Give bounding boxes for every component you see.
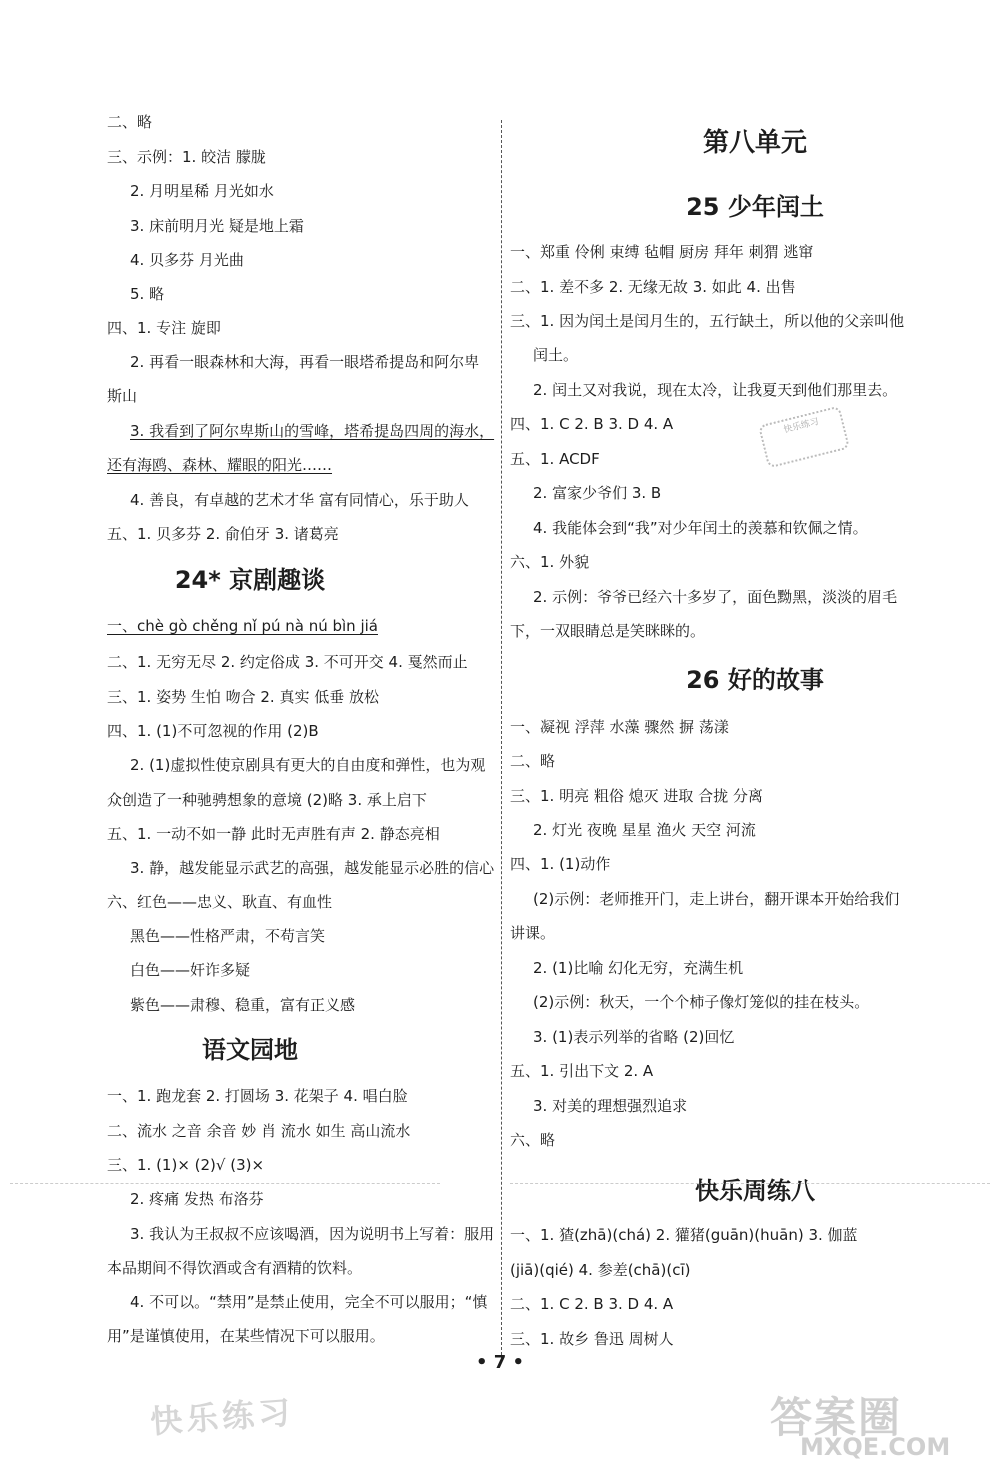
answer-line: 四、1. C 2. B 3. D 4. A (510, 415, 674, 433)
section-heading-26: 26 好的故事 (686, 666, 824, 694)
answer-line: 斯山 (107, 387, 138, 405)
answer-line: 二、1. 差不多 2. 无缘无故 3. 如此 4. 出售 (510, 278, 796, 296)
answer-line: 紫色——肃穆、稳重，富有正义感 (130, 996, 356, 1014)
answer-line: (2)示例：秋天，一个个柿子像灯笼似的挂在枝头。 (533, 993, 870, 1011)
section-heading-25: 25 少年闰土 (686, 193, 824, 221)
answer-line: 闰土。 (533, 346, 579, 364)
answer-line: 2. 示例：爷爷已经六十多岁了，面色黝黑，淡淡的眉毛 (533, 588, 898, 606)
answer-line: 六、红色——忠义、耿直、有血性 (107, 893, 333, 911)
answer-line: 三、1. 明亮 粗俗 熄灭 进取 合拢 分离 (510, 787, 763, 805)
answer-line: 黑色——性格严肃，不苟言笑 (130, 927, 326, 945)
answer-line: 二、流水 之音 余音 妙 肖 流水 如生 高山流水 (107, 1122, 411, 1140)
answer-line: 2. 富家少爷们 3. B (533, 484, 662, 502)
answer-line: 三、1. 因为闰土是闰月生的，五行缺土，所以他的父亲叫他 (510, 312, 905, 330)
watermark-right (770, 1385, 1000, 1465)
column-divider (501, 120, 502, 1360)
answer-line: 四、1. 专注 旋即 (107, 319, 221, 337)
answer-line: 2. 灯光 夜晚 星星 渔火 天空 河流 (533, 821, 756, 839)
answer-line: 六、1. 外貌 (510, 553, 590, 571)
watermark-logo-text: 答案圈 (770, 1393, 903, 1442)
answer-line: 3. 静，越发能显示武艺的高强，越发能显示必胜的信心 (130, 859, 495, 877)
answer-line: 下，一双眼睛总是笑眯眯的。 (510, 622, 706, 640)
answer-line: 四、1. (1)不可忽视的作用 (2)B (107, 722, 319, 740)
answer-line: 一、chè gò chěng nǐ pú nà nú bìn jiá (107, 617, 378, 635)
watermark-left: 快乐练习 (148, 1393, 296, 1441)
answer-line: 三、1. 姿势 生怕 吻合 2. 真实 低垂 放松 (107, 688, 380, 706)
answer-line: 本品期间不得饮酒或含有酒精的饮料。 (107, 1259, 363, 1277)
answer-line: 二、略 (107, 113, 153, 131)
answer-line: 五、1. 贝多芬 2. 俞伯牙 3. 诸葛亮 (107, 525, 339, 543)
page-number: • 7 • (475, 1352, 525, 1373)
answer-line: 2. 月明星稀 月光如水 (130, 182, 274, 200)
answer-line: 五、1. 一动不如一静 此时无声胜有声 2. 静态亮相 (107, 825, 440, 843)
watermark-url: MXQE.COM (800, 1433, 951, 1461)
answer-line: 4. 不可以。“禁用”是禁止使用，完全不可以服用；“慎 (130, 1293, 488, 1311)
answer-line: 4. 我能体会到“我”对少年闰土的羡慕和钦佩之情。 (533, 519, 868, 537)
answer-line: 白色——奸诈多疑 (130, 961, 251, 979)
answer-line: 3. (1)表示列举的省略 (2)回忆 (533, 1028, 735, 1046)
answer-line: 一、1. 跑龙套 2. 打圆场 3. 花架子 4. 唱白脸 (107, 1087, 408, 1105)
answer-line: 四、1. (1)动作 (510, 855, 611, 873)
answer-line: 一、凝视 浮萍 水藻 骤然 摒 荡漾 (510, 718, 729, 736)
answer-line: 5. 略 (130, 285, 165, 303)
answer-line: 2. (1)比喻 幻化无穷，充满生机 (533, 959, 744, 977)
answer-line: 还有海鸥、森林、耀眼的阳光…… (107, 456, 333, 474)
answer-line: 3. 我看到了阿尔卑斯山的雪峰，塔希提岛四周的海水， (130, 422, 495, 440)
unit-title: 第八单元 (702, 128, 807, 158)
answer-line: 2. 闰土又对我说，现在太冷，让我夏天到他们那里去。 (533, 381, 898, 399)
section-heading-24: 24* 京剧趣谈 (174, 566, 326, 594)
answer-line: 3. 床前明月光 疑是地上霜 (130, 217, 304, 235)
answer-line: 讲课。 (510, 924, 556, 942)
answer-line: (2)示例：老师推开门，走上讲台，翻开课本开始给我们 (533, 890, 900, 908)
answer-line: 众创造了一种驰骋想象的意境 (2)略 3. 承上启下 (107, 791, 427, 809)
answer-line: (jiā)(qié) 4. 参差(chā)(cī) (510, 1261, 691, 1279)
answer-line: 3. 我认为王叔叔不应该喝酒，因为说明书上写着：服用 (130, 1225, 495, 1243)
answer-line: 五、1. 引出下文 2. A (510, 1062, 654, 1080)
answer-line: 一、1. 猹(zhā)(chá) 2. 獾猪(guān)(huān) 3. 伽蓝 (510, 1226, 858, 1244)
answer-line: 2. (1)虚拟性使京剧具有更大的自由度和弹性，也为观 (130, 756, 486, 774)
answer-line: 二、略 (510, 752, 556, 770)
answer-line: 3. 对美的理想强烈追求 (533, 1097, 688, 1115)
answer-line: 4. 贝多芬 月光曲 (130, 251, 244, 269)
answer-line: 三、示例：1. 皎洁 朦胧 (107, 148, 266, 166)
section-heading-kuaile-zhoulian: 快乐周练八 (695, 1177, 815, 1205)
answer-line: 用”是谨慎使用，在某些情况下可以服用。 (107, 1327, 385, 1345)
scan-artifact-line (10, 1183, 440, 1184)
answer-line: 二、1. 无穷无尽 2. 约定俗成 3. 不可开交 4. 戛然而止 (107, 653, 468, 671)
answer-line: 三、1. 故乡 鲁迅 周树人 (510, 1330, 674, 1348)
answer-line: 二、1. C 2. B 3. D 4. A (510, 1295, 674, 1313)
section-heading-yuwen-yuandi: 语文园地 (202, 1036, 298, 1064)
answer-line: 五、1. ACDF (510, 450, 600, 468)
answer-line: 三、1. (1)× (2)√ (3)× (107, 1156, 265, 1174)
answer-line: 一、郑重 伶俐 束缚 毡帽 厨房 拜年 刺猬 逃窜 (510, 243, 814, 261)
scan-artifact-line (510, 1183, 990, 1184)
answer-line: 4. 善良，有卓越的艺术才华 富有同情心，乐于助人 (130, 491, 469, 509)
answer-line: 2. 疼痛 发热 布洛芬 (130, 1190, 264, 1208)
stamp: 快乐练习 (758, 405, 850, 468)
answer-line: 2. 再看一眼森林和大海，再看一眼塔希提岛和阿尔卑 (130, 353, 480, 371)
answer-line: 六、略 (510, 1131, 556, 1149)
